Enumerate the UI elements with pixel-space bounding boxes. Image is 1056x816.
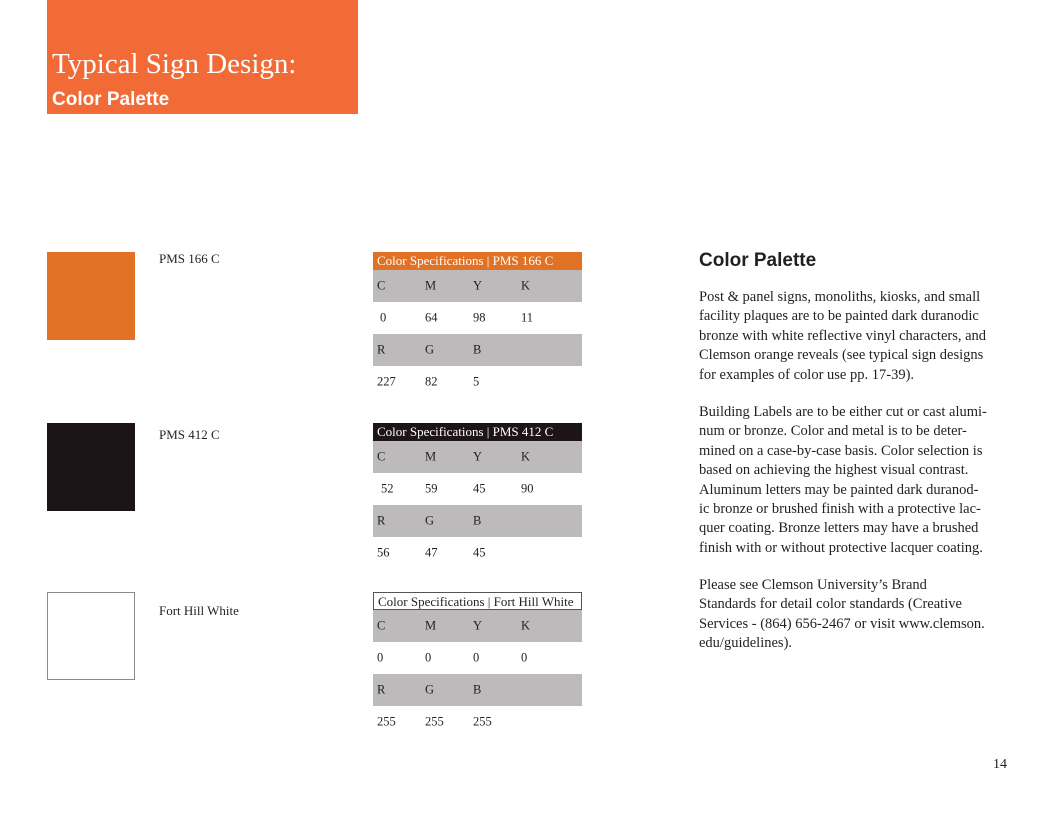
paragraph-line: edu/guidelines). xyxy=(699,635,793,652)
rgb-header-cell: B xyxy=(473,682,482,697)
rgb-header-cell: R xyxy=(377,682,386,697)
cmyk-header-cell: K xyxy=(521,618,531,633)
cmyk-value-row xyxy=(373,642,582,674)
rgb-value-cell: 227 xyxy=(377,374,396,389)
cmyk-value-cell: 64 xyxy=(425,310,438,325)
paragraph-line: quer coating. Bronze letters may have a brushed xyxy=(699,520,979,537)
cmyk-value-cell: 0 xyxy=(425,650,432,665)
rgb-value-cell: 255 xyxy=(377,714,396,729)
rgb-header-cell: B xyxy=(473,513,482,528)
paragraph-building-labels xyxy=(699,403,1011,558)
rgb-value-cell: 5 xyxy=(473,374,480,389)
cmyk-value-cell: 52 xyxy=(381,481,394,496)
cmyk-header-cell: M xyxy=(425,449,437,464)
rgb-header-row xyxy=(373,505,582,537)
paragraph-line: Aluminum letters may be painted dark duranod- xyxy=(699,481,979,498)
section-heading: Color Palette xyxy=(699,250,817,271)
rgb-value-cell: 255 xyxy=(425,714,444,729)
cmyk-header-cell: M xyxy=(425,618,437,633)
rgb-value-cell: 255 xyxy=(473,714,492,729)
paragraph-line: mined on a case-by-case basis. Color selection is xyxy=(699,442,983,459)
rgb-header-row xyxy=(373,674,582,706)
cmyk-value-cell: 45 xyxy=(473,481,486,496)
paragraph-line: ic bronze or brushed finish with a protective lac- xyxy=(699,501,981,518)
cmyk-header-cell: K xyxy=(521,449,531,464)
spec-header: Color Specifications | PMS 412 C xyxy=(373,423,582,441)
cmyk-value-cell: 0 xyxy=(473,650,480,665)
cmyk-header-cell: C xyxy=(377,278,386,293)
rgb-header-row xyxy=(373,334,582,366)
paragraph-line: num or bronze. Color and metal is to be deter- xyxy=(699,423,967,440)
paragraph-line: Services - (864) 656-2467 or visit www.clemson. xyxy=(699,615,985,632)
paragraph-line: facility plaques are to be painted dark duranodic xyxy=(699,308,979,325)
cmyk-value-cell: 90 xyxy=(521,481,534,496)
rgb-header-cell: R xyxy=(377,342,386,357)
rgb-value-row xyxy=(373,537,582,569)
paragraph-brand-standards xyxy=(699,576,1011,654)
paragraph-line: Clemson orange reveals (see typical sign designs xyxy=(699,347,984,364)
rgb-header-cell: B xyxy=(473,342,482,357)
rgb-header-cell: R xyxy=(377,513,386,528)
cmyk-header-cell: Y xyxy=(473,278,483,293)
cmyk-header-cell: C xyxy=(377,449,386,464)
swatch-label: PMS 166 C xyxy=(159,251,220,266)
color-spec-table xyxy=(373,423,582,569)
cmyk-header-row xyxy=(373,610,582,642)
cmyk-header-cell: Y xyxy=(473,618,483,633)
cmyk-header-cell: K xyxy=(521,278,531,293)
rgb-value-cell: 45 xyxy=(473,545,486,560)
header-banner xyxy=(47,0,358,114)
paragraph-line: Building Labels are to be either cut or cast alumi- xyxy=(699,404,987,420)
cmyk-value-row xyxy=(373,302,582,334)
color-swatch-fort-hill-white xyxy=(47,592,135,680)
cmyk-value-cell: 11 xyxy=(521,310,534,325)
paragraph-line: based on achieving the highest visual contrast. xyxy=(699,462,969,479)
paragraph-line: bronze with white reflective vinyl characters, and xyxy=(699,327,987,344)
cmyk-value-cell: 59 xyxy=(425,481,438,496)
paragraph-line: for examples of color use pp. 17-39). xyxy=(699,366,915,383)
rgb-header-cell: G xyxy=(425,342,435,357)
paragraph-line: Post & panel signs, monoliths, kiosks, and small xyxy=(699,289,981,305)
spec-header: Color Specifications | Fort Hill White xyxy=(373,592,582,610)
paragraph-line: finish with or without protective lacquer coating. xyxy=(699,539,983,556)
rgb-header-cell: G xyxy=(425,513,435,528)
cmyk-value-cell: 0 xyxy=(380,310,387,325)
cmyk-header-row xyxy=(373,441,582,473)
rgb-value-cell: 82 xyxy=(425,374,438,389)
cmyk-header-row xyxy=(373,270,582,302)
rgb-value-cell: 47 xyxy=(425,545,438,560)
color-swatch-pms-412 xyxy=(47,423,135,511)
cmyk-value-row xyxy=(373,473,582,505)
color-spec-table xyxy=(373,252,582,398)
cmyk-header-cell: C xyxy=(377,618,386,633)
paragraph-line: Standards for detail color standards (Creative xyxy=(699,596,962,613)
cmyk-value-cell: 0 xyxy=(377,650,384,665)
color-spec-table xyxy=(373,592,582,738)
paragraph-line: Please see Clemson University’s Brand xyxy=(699,577,927,593)
page-number: 14 xyxy=(993,757,1007,772)
cmyk-header-cell: M xyxy=(425,278,437,293)
swatch-label: PMS 412 C xyxy=(159,427,220,442)
spec-header: Color Specifications | PMS 166 C xyxy=(373,252,582,270)
rgb-value-cell: 56 xyxy=(377,545,390,560)
cmyk-value-cell: 98 xyxy=(473,310,486,325)
color-swatch-pms-166 xyxy=(47,252,135,340)
rgb-value-row xyxy=(373,706,582,738)
rgb-value-row xyxy=(373,366,582,398)
cmyk-header-cell: Y xyxy=(473,449,483,464)
swatch-label: Fort Hill White xyxy=(159,603,239,618)
rgb-header-cell: G xyxy=(425,682,435,697)
paragraph-sign-colors xyxy=(699,288,1011,385)
page-title: Typical Sign Design: xyxy=(52,48,297,80)
cmyk-value-cell: 0 xyxy=(521,650,528,665)
page-subtitle: Color Palette xyxy=(52,89,170,110)
